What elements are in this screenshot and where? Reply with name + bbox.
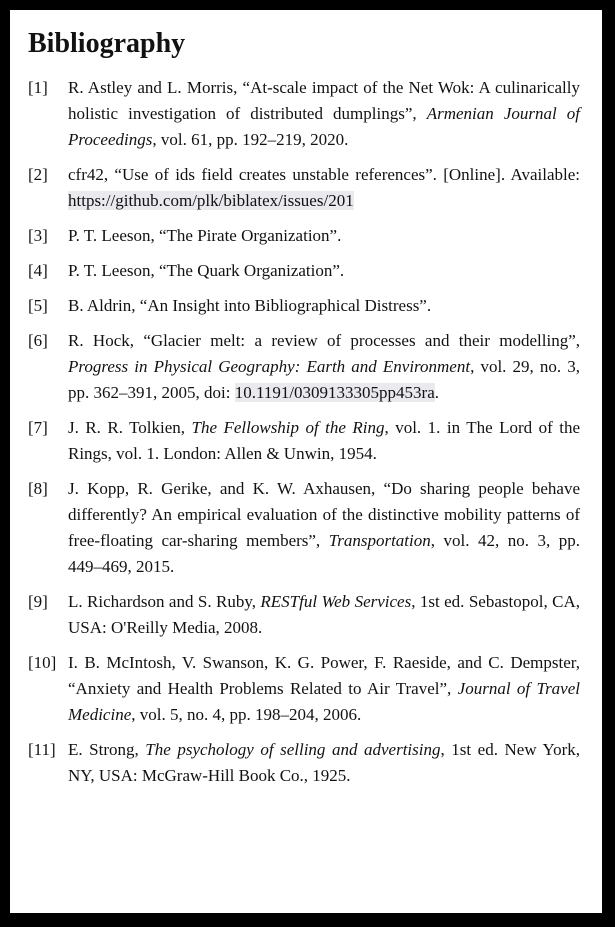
entry-number: [9] xyxy=(28,592,48,612)
entry-number: [6] xyxy=(28,331,48,351)
work-title: Progress in Physical Geography: Earth and Environment xyxy=(68,357,471,377)
hyperlink-box[interactable]: 10.1191/0309133305pp453ra xyxy=(234,383,435,403)
entry-text-run: R. Astley and L. Morris, “At-scale impact of the Net Wok: A culinarically holistic investigation of distributed dumplings”, xyxy=(68,78,580,124)
entry-text-run: R. Hock, “Glacier melt: a review of processes and their modelling”, xyxy=(68,331,580,351)
bib-entry xyxy=(28,589,580,641)
entry-text xyxy=(68,589,580,641)
bib-entry xyxy=(28,162,580,214)
work-title: RESTful Web Services xyxy=(260,592,412,612)
entry-number: [4] xyxy=(28,261,48,281)
bib-entry xyxy=(28,328,580,406)
entry-text xyxy=(68,293,580,319)
entry-text-run: , vol. 29, no. 3, pp. 362–391, 2005, doi: xyxy=(68,357,580,403)
work-title: Armenian Journal of Proceedings xyxy=(68,104,580,150)
entry-text-run: B. Aldrin, “An Insight into Bibliographical Distress”. xyxy=(68,296,432,316)
entry-text-run: cfr42, “Use of ids field creates unstable references”. [Online]. Available: xyxy=(68,165,580,185)
entry-text xyxy=(68,415,580,467)
entry-text xyxy=(68,223,580,249)
entry-text-run: , 1st ed. Sebastopol, CA, USA: O'Reilly Media, 2008. xyxy=(68,592,580,638)
entry-number: [2] xyxy=(28,165,48,185)
work-title: The psychology of selling and advertising xyxy=(145,740,441,760)
bib-entry xyxy=(28,223,580,249)
work-title: Transportation xyxy=(328,531,431,551)
entry-text-run: , 1st ed. New York, NY, USA: McGraw-Hill Book Co., 1925. xyxy=(68,740,580,786)
entry-text xyxy=(68,476,580,580)
entry-text xyxy=(68,162,580,214)
entry-text xyxy=(68,328,580,406)
page-title: Bibliography xyxy=(28,28,186,59)
bib-entry xyxy=(28,75,580,153)
entry-text-run: J. Kopp, R. Gerike, and K. W. Axhausen, “Do sharing people behave differently? An empirical evaluation of the distinctive mobility patterns of free-floating car-sharing members”, xyxy=(68,479,580,551)
entry-text-run: J. R. R. Tolkien, xyxy=(68,418,192,438)
entry-number: [5] xyxy=(28,296,48,316)
bibliography-list xyxy=(28,75,580,789)
work-title: The Fellowship of the Ring xyxy=(191,418,385,438)
entry-text xyxy=(68,258,580,284)
work-title: Journal of Travel Medicine xyxy=(68,679,580,725)
entry-text-run: , vol. 5, no. 4, pp. 198–204, 2006. xyxy=(131,705,362,725)
entry-text-run: I. B. McIntosh, V. Swanson, K. G. Power, F. Raeside, and C. Dempster, “Anxiety and Health Problems Related to Air Travel”, xyxy=(68,653,580,699)
entry-text-run: . xyxy=(434,383,440,403)
entry-text-run: , vol. 61, pp. 192–219, 2020. xyxy=(152,130,349,150)
entry-text-run: P. T. Leeson, “The Quark Organization”. xyxy=(68,261,345,281)
entry-number: [11] xyxy=(28,740,56,760)
hyperlink-box[interactable]: https://github.com/plk/biblatex/issues/201 xyxy=(68,191,354,211)
bib-entry xyxy=(28,258,580,284)
bib-entry xyxy=(28,737,580,789)
entry-text-run: E. Strong, xyxy=(68,740,146,760)
bib-entry xyxy=(28,650,580,728)
bib-entry xyxy=(28,476,580,580)
entry-text-run: L. Richardson and S. Ruby, xyxy=(68,592,261,612)
entry-number: [7] xyxy=(28,418,48,438)
entry-number: [8] xyxy=(28,479,48,499)
entry-number: [3] xyxy=(28,226,48,246)
entry-number: [1] xyxy=(28,78,48,98)
entry-text-run: , vol. 1. in The Lord of the Rings, vol. 1. London: Allen & Unwin, 1954. xyxy=(68,418,580,464)
entry-text xyxy=(68,75,580,153)
entry-text xyxy=(68,737,580,789)
document-page xyxy=(10,10,602,913)
entry-text xyxy=(68,650,580,728)
entry-number: [10] xyxy=(28,653,57,673)
entry-text-run: P. T. Leeson, “The Pirate Organization”. xyxy=(68,226,342,246)
bib-entry xyxy=(28,415,580,467)
bib-entry xyxy=(28,293,580,319)
entry-text-run: , vol. 42, no. 3, pp. 449–469, 2015. xyxy=(68,531,580,577)
